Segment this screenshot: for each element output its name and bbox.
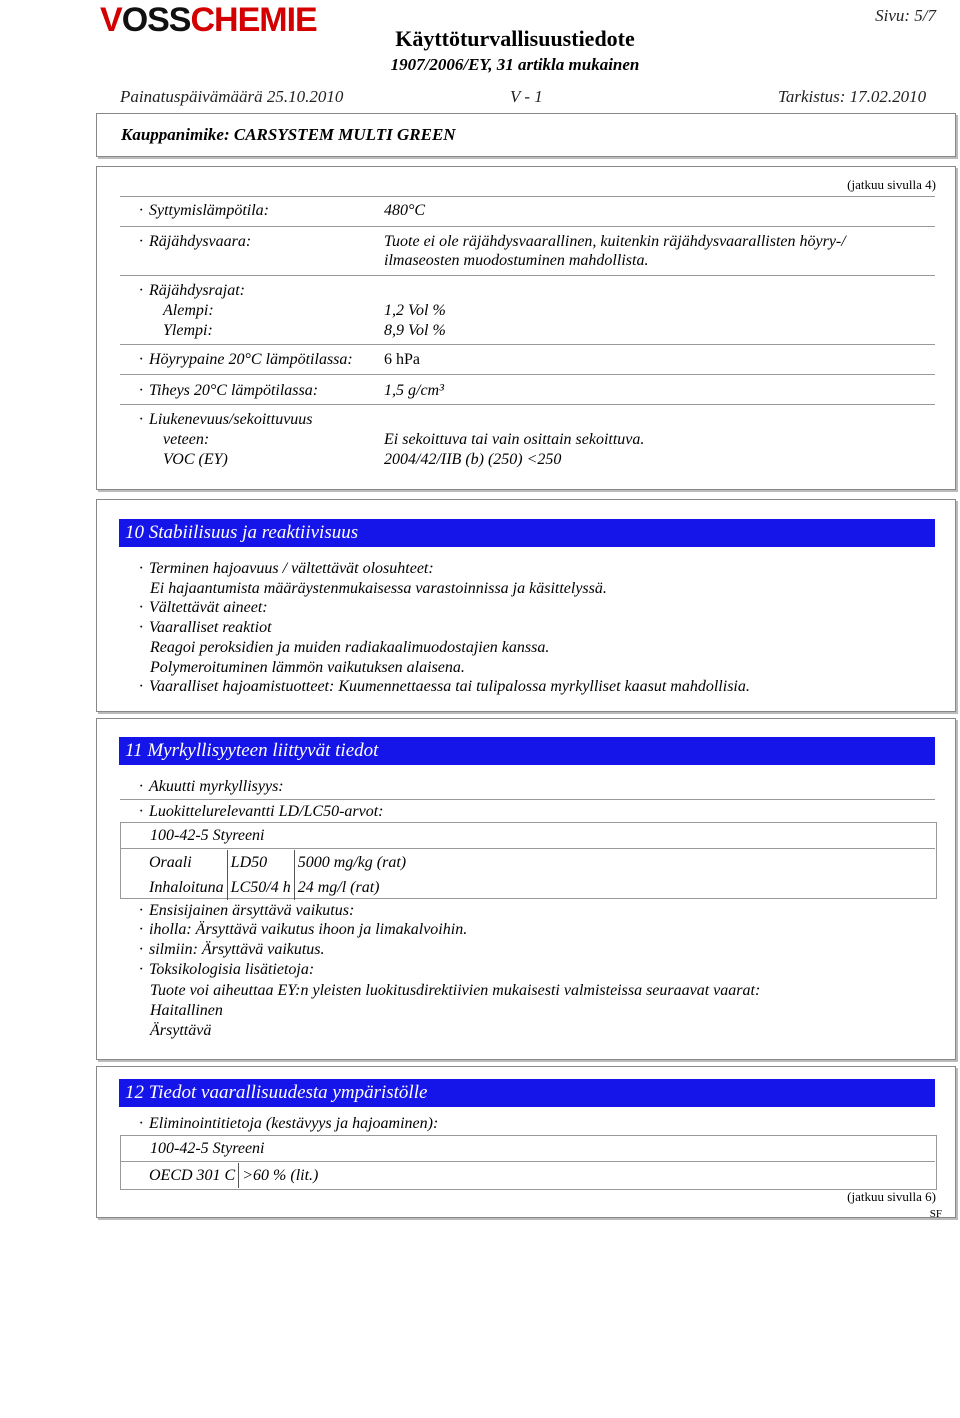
elimination-label: · Eliminointitietoja (kestävyys ja hajoaminen): xyxy=(139,1115,438,1133)
hazard-harmful: Haitallinen xyxy=(150,1002,223,1019)
thermal-decomposition-label: · Terminen hajoavuus / vältettävät olosuhteet: xyxy=(139,560,434,578)
water-value: Ei sekoittuva tai vain osittain sekoittuva. xyxy=(384,431,645,448)
divider xyxy=(120,374,935,375)
document-subtitle: 1907/2006/EY, 31 artikla mukainen xyxy=(390,55,640,74)
explosion-limits-label: · Räjähdysrajat: xyxy=(139,282,245,300)
section10-heading: 10 Stabiilisuus ja reaktiivisuus xyxy=(119,519,935,547)
divider xyxy=(120,1161,935,1162)
solubility-label: · Liukenevuus/sekoittuvuus xyxy=(139,411,313,429)
hazardous-reactions-label: · Vaaralliset reaktiot xyxy=(139,619,272,637)
ld-lc50-label: · Luokittelurelevantti LD/LC50-arvot: xyxy=(139,803,384,821)
lower-limit-label: Alempi: xyxy=(163,302,214,319)
logo-text: VOSSCHEMIE xyxy=(100,1,317,39)
density-label: · Tiheys 20°C lämpötilassa: xyxy=(139,382,318,400)
document-title: Käyttöturvallisuustiedote xyxy=(395,26,635,51)
language-code: SF xyxy=(929,1208,942,1220)
vosschemie-logo xyxy=(100,0,345,40)
value-cell: 24 mg/l (rat) xyxy=(294,875,409,900)
page-number: Sivu: 5/7 xyxy=(875,6,936,25)
type-cell: LC50/4 h xyxy=(227,875,294,900)
explosion-hazard-value-cont: ilmaseosten muodostuminen mahdollista. xyxy=(384,252,649,269)
upper-limit-value: 8,9 Vol % xyxy=(384,322,446,339)
test-cell: OECD 301 C xyxy=(149,1166,236,1184)
version: V - 1 xyxy=(510,87,543,106)
skin-value: Ärsyttävä vaikutus ihoon ja limakalvoihin. xyxy=(195,921,468,938)
vapour-pressure-value: 6 hPa xyxy=(384,351,420,368)
substance-name: 100-42-5 Styreeni xyxy=(150,1140,265,1157)
divider xyxy=(120,404,935,405)
explosion-hazard-label: · Räjähdysvaara: xyxy=(139,233,251,251)
print-date: Painatuspäivämäärä 25.10.2010 xyxy=(120,87,344,106)
upper-limit-label: Ylempi: xyxy=(163,322,213,339)
value-cell: 5000 mg/kg (rat) xyxy=(294,850,409,875)
water-label: veteen: xyxy=(163,431,210,448)
tox-table xyxy=(146,850,409,900)
density-value: 1,5 g/cm³ xyxy=(384,382,444,399)
divider xyxy=(120,799,935,800)
thermal-decomposition-text: Ei hajaantumista määräystenmukaisessa varastoinnissa ja käsittelyssä. xyxy=(150,580,607,597)
eye-value: Ärsyttävä vaikutus. xyxy=(201,941,325,958)
primary-irritant-label: · Ensisijainen ärsyttävä vaikutus: xyxy=(139,902,354,920)
result-cell: >60 % (lit.) xyxy=(239,1163,322,1188)
revision-date: Tarkistus: 17.02.2010 xyxy=(778,87,927,106)
reactions-text-1: Reagoi peroksidien ja muiden radiakaalimuodostajien kanssa. xyxy=(150,639,550,656)
flash-point-label: · Syttymislämpötila: xyxy=(139,202,269,220)
table-row xyxy=(146,850,409,875)
acute-toxicity-label: · Akuutti myrkyllisyys: xyxy=(139,778,284,796)
eco-table xyxy=(146,1163,321,1188)
divider xyxy=(120,226,935,227)
table-row xyxy=(146,1163,321,1188)
product-name: Kauppanimike: CARSYSTEM MULTI GREEN xyxy=(121,125,456,144)
route-cell: Oraali xyxy=(149,853,192,871)
decomposition-products-label: · Vaaralliset hajoamistuotteet: xyxy=(139,678,334,695)
hazard-irritant: Ärsyttävä xyxy=(150,1022,212,1039)
avoid-materials-label: · Vältettävät aineet: xyxy=(139,599,268,617)
section11-heading: 11 Myrkyllisyyteen liittyvät tiedot xyxy=(119,737,935,765)
divider xyxy=(120,275,935,276)
reactions-text-2: Polymeroituminen lämmön vaikutuksen alaisena. xyxy=(150,659,465,676)
continued-to: (jatkuu sivulla 6) xyxy=(847,1189,936,1204)
divider xyxy=(120,196,935,197)
route-cell: Inhaloituna xyxy=(149,878,224,896)
explosion-hazard-value: Tuote ei ole räjähdysvaarallinen, kuitenkin räjähdysvaarallisten höyry-/ xyxy=(384,233,846,250)
eye-label: · silmiin: xyxy=(139,941,198,958)
flash-point-value: 480°C xyxy=(384,202,426,219)
skin-label: · iholla: xyxy=(139,921,192,938)
divider xyxy=(120,848,935,849)
voc-value: 2004/42/IIB (b) (250) <250 xyxy=(384,451,562,468)
lower-limit-value: 1,2 Vol % xyxy=(384,302,446,319)
type-cell: LD50 xyxy=(227,850,294,875)
divider xyxy=(120,344,935,345)
tox-info-label: · Toksikologisia lisätietoja: xyxy=(139,961,314,979)
continued-from: (jatkuu sivulla 4) xyxy=(847,177,936,192)
vapour-pressure-label: · Höyrypaine 20°C lämpötilassa: xyxy=(139,351,353,369)
voc-label: VOC (EY) xyxy=(163,451,228,468)
tox-info-text: Tuote voi aiheuttaa EY:n yleisten luokitusdirektiivien mukaisesti valmisteissa seuraavat vaarat: xyxy=(150,982,761,999)
decomposition-products-text: Kuumennettaessa tai tulipalossa myrkylliset kaasut mahdollisia. xyxy=(338,678,750,695)
section12-heading: 12 Tiedot vaarallisuudesta ympäristölle xyxy=(119,1079,935,1107)
substance-name: 100-42-5 Styreeni xyxy=(150,827,265,844)
table-row xyxy=(146,875,409,900)
